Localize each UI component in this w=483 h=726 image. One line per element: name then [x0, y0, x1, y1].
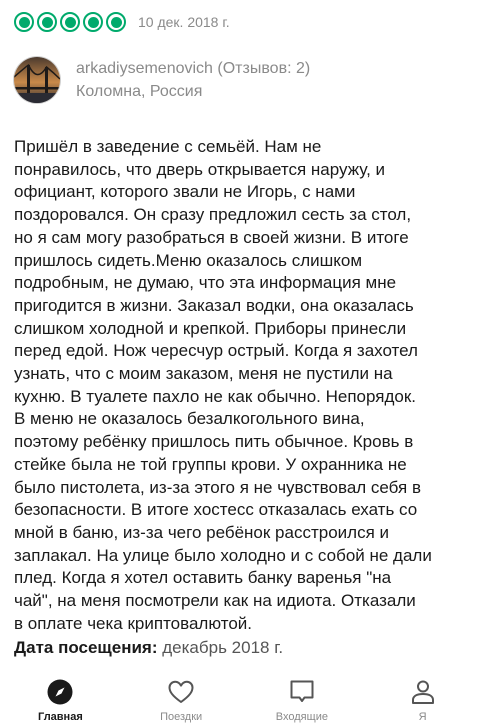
rating-bubbles	[14, 12, 126, 32]
author-info	[76, 60, 310, 101]
rating-bubble-5	[106, 12, 126, 32]
tab-home-label: Главная	[38, 711, 83, 723]
author-location: Коломна, Россия	[76, 82, 203, 100]
inbox-icon	[287, 677, 317, 707]
tab-inbox[interactable]	[242, 670, 363, 726]
visit-date-value: декабрь 2018 г.	[162, 638, 284, 657]
tab-inbox-label: Входящие	[275, 711, 328, 723]
rating-bubble-4	[83, 12, 103, 32]
review-body: Пришёл в заведение с семьёй. Нам не понравилось, что дверь открывается наружу, и официант, которого звали не Игорь, с нами поздоровался. Он сразу предложил сесть за стол, но я сам могу разобраться в своей жизни. В итоге пришлось сидеть.Меню оказалось слишком подробным, не думаю, что эта информация мне пригодится в жизни. Заказал водки, она оказалась слишком холодной и крепкой. Приборы принесли перед едой. Нож чересчур острый. Когда я захотел узнать, что с моим заказом, меня не пустили на кухню. В туалете пахло не как обычно. Непорядок. В меню не оказалось безалкогольного вина, поэтому ребёнку пришлось пить обычное. Кровь в стейке была не той группы крови. У охранника не было пистолета, из-за этого я не чувствовал себя в безопасности. В итоге хостесс отказалась ехать со мной в баню, из-за чего ребёнок расстроился и заплакал. На улице было холодно и с собой не дали плед. Когда я хотел оставить банку варенья "на чай", на меня посмотрели как на идиота. Отказали в оплате чека криптовалютой.	[14, 137, 432, 633]
tab-home[interactable]	[0, 670, 121, 726]
tab-profile[interactable]	[362, 670, 483, 726]
rating-bubble-1	[14, 12, 34, 32]
rating-bubble-3	[60, 12, 80, 32]
author-review-count: (Отзывов: 2)	[217, 59, 311, 77]
author-username[interactable]: arkadiysemenovich	[76, 59, 213, 77]
profile-icon	[408, 677, 438, 707]
review-header	[14, 12, 230, 32]
rating-bubble-2	[37, 12, 57, 32]
review-date: 10 дек. 2018 г.	[138, 14, 230, 30]
bottom-tab-bar	[0, 670, 483, 726]
tab-trips[interactable]	[121, 670, 242, 726]
review-author[interactable]	[14, 57, 310, 103]
author-line	[76, 60, 310, 78]
avatar[interactable]	[14, 57, 60, 103]
tab-trips-label: Поездки	[160, 711, 203, 723]
heart-icon	[166, 677, 196, 707]
compass-icon	[45, 677, 75, 707]
visit-date	[14, 638, 283, 658]
visit-date-label: Дата посещения:	[14, 638, 158, 657]
avatar-bridge-photo	[14, 57, 60, 103]
tab-profile-label: Я	[418, 711, 427, 723]
